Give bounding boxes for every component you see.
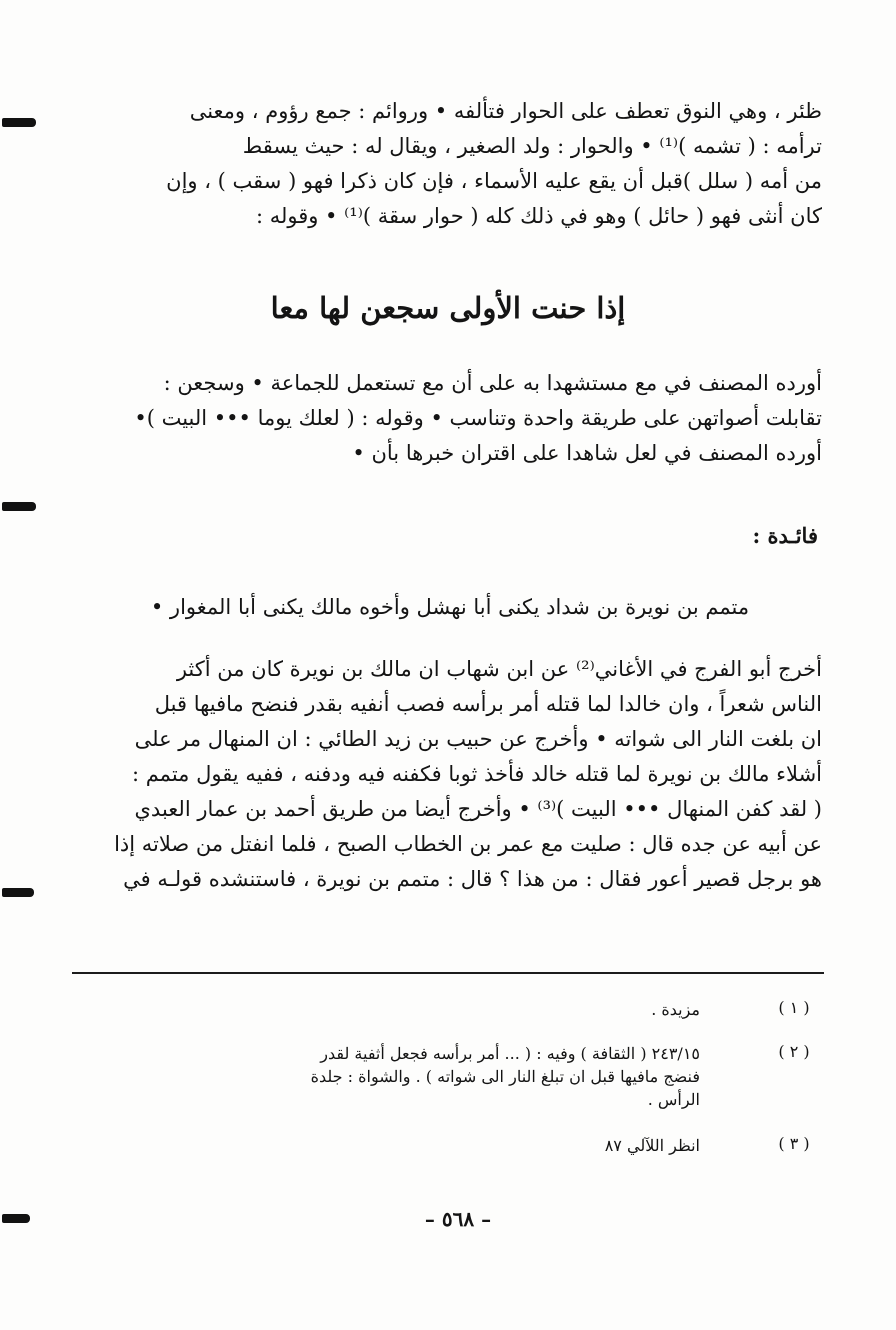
text-line: الناس شعراً ، وان خالدا لما قتله أمر برأسه فصب أنفيه بقدر فنضح مافيها قبل xyxy=(154,692,822,716)
explanation-paragraph xyxy=(72,366,822,471)
text-line: من أمه ( سلل )قبل أن يقع عليه الأسماء ، فإن كان ذكرا فهو ( سقب ) ، وإن xyxy=(166,169,822,193)
faida-line: متمم بن نويرة بن شداد يكنى أبا نهشل وأخوه مالك يكنى أبا المغوار • xyxy=(150,595,750,619)
footnote-line: ٢٤٣/١٥ ( الثقافة ) وفيه : ( ... أمر برأسه فجعل أثفية لقدر xyxy=(320,1044,700,1063)
footnote-number: ( ٢ ) xyxy=(778,1042,810,1061)
footnote-line: فنضج مافيها قبل ان تبلغ النار الى شواته ) . والشواة : جلدة xyxy=(310,1067,700,1086)
footnote xyxy=(78,998,818,1022)
footnote-text xyxy=(311,1042,700,1111)
footnote-divider xyxy=(72,972,824,974)
text-line: ( لقد كفن المنهال ••• البيت )⁽³⁾ • وأخرج أيضا من طريق أحمد بن عمار العبدي xyxy=(134,797,822,821)
text-line: هو برجل قصير أعور فقال : من هذا ؟ قال : متمم بن نويرة ، فاستنشده قولـه في xyxy=(123,867,822,891)
text-line: تقابلت أصواتهن على طريقة واحدة وتناسب • وقوله : ( لعلك يوما ••• البيت )• xyxy=(134,406,822,430)
text-line: ترأمه : ( تشمه )⁽¹⁾ • والحوار : ولد الصغير ، ويقال له : حيث يسقط xyxy=(242,134,822,158)
footnote-line: انظر اللآلي ٨٧ xyxy=(604,1136,700,1155)
text-line: أشلاء مالك بن نويرة لما قتله خالد فأخذ ثوبا فكفنه فيه ودفنه ، ففيه يقول متمم : xyxy=(131,762,822,786)
text-line: كان أنثى فهو ( حائل ) وهو في ذلك كله ( حوار سقة )⁽¹⁾ • وقوله : xyxy=(255,204,822,228)
poetry-verse: إذا حنت الأولى سجعن لها معا xyxy=(270,291,626,325)
margin-scan-mark xyxy=(2,1214,30,1223)
footnote-line: مزيدة . xyxy=(651,1000,700,1019)
text-line: عن أبيه عن جده قال : صليت مع عمر بن الخطاب الصبح ، فلما انفتل من صلاته إذا xyxy=(114,832,822,856)
footnote xyxy=(78,1042,818,1114)
text-line: ظئر ، وهي النوق تعطف على الحوار فتألفه • وروائم : جمع رؤوم ، ومعنى xyxy=(189,99,822,123)
faida-heading: فائـدة : xyxy=(752,523,818,548)
text-line: أورده المصنف في مع مستشهدا به على أن مع تستعمل للجماعة • وسجعن : xyxy=(163,371,822,395)
footnote-number: ( ٣ ) xyxy=(778,1134,810,1153)
text-line: ان بلغت النار الى شواته • وأخرج عن حبيب بن زيد الطائي : ان المنهال مر على xyxy=(134,727,822,751)
margin-scan-mark xyxy=(2,888,34,897)
intro-paragraph xyxy=(70,94,822,234)
text-line: أورده المصنف في لعل شاهدا على اقتران خبرها بأن • xyxy=(352,441,822,465)
main-paragraph xyxy=(72,652,822,897)
footnote xyxy=(78,1134,818,1158)
text-line: أخرج أبو الفرج في الأغاني⁽²⁾ عن ابن شهاب ان مالك بن نويرة كان من أكثر xyxy=(176,657,822,681)
margin-scan-mark xyxy=(2,118,36,127)
footnote-line: الرأس . xyxy=(647,1090,700,1109)
footnote-text xyxy=(605,1134,700,1157)
footnote-text xyxy=(651,998,700,1021)
page-number: – ٥٦٨ – xyxy=(424,1207,492,1231)
footnote-number: ( ١ ) xyxy=(778,998,810,1017)
margin-scan-mark xyxy=(2,502,36,511)
